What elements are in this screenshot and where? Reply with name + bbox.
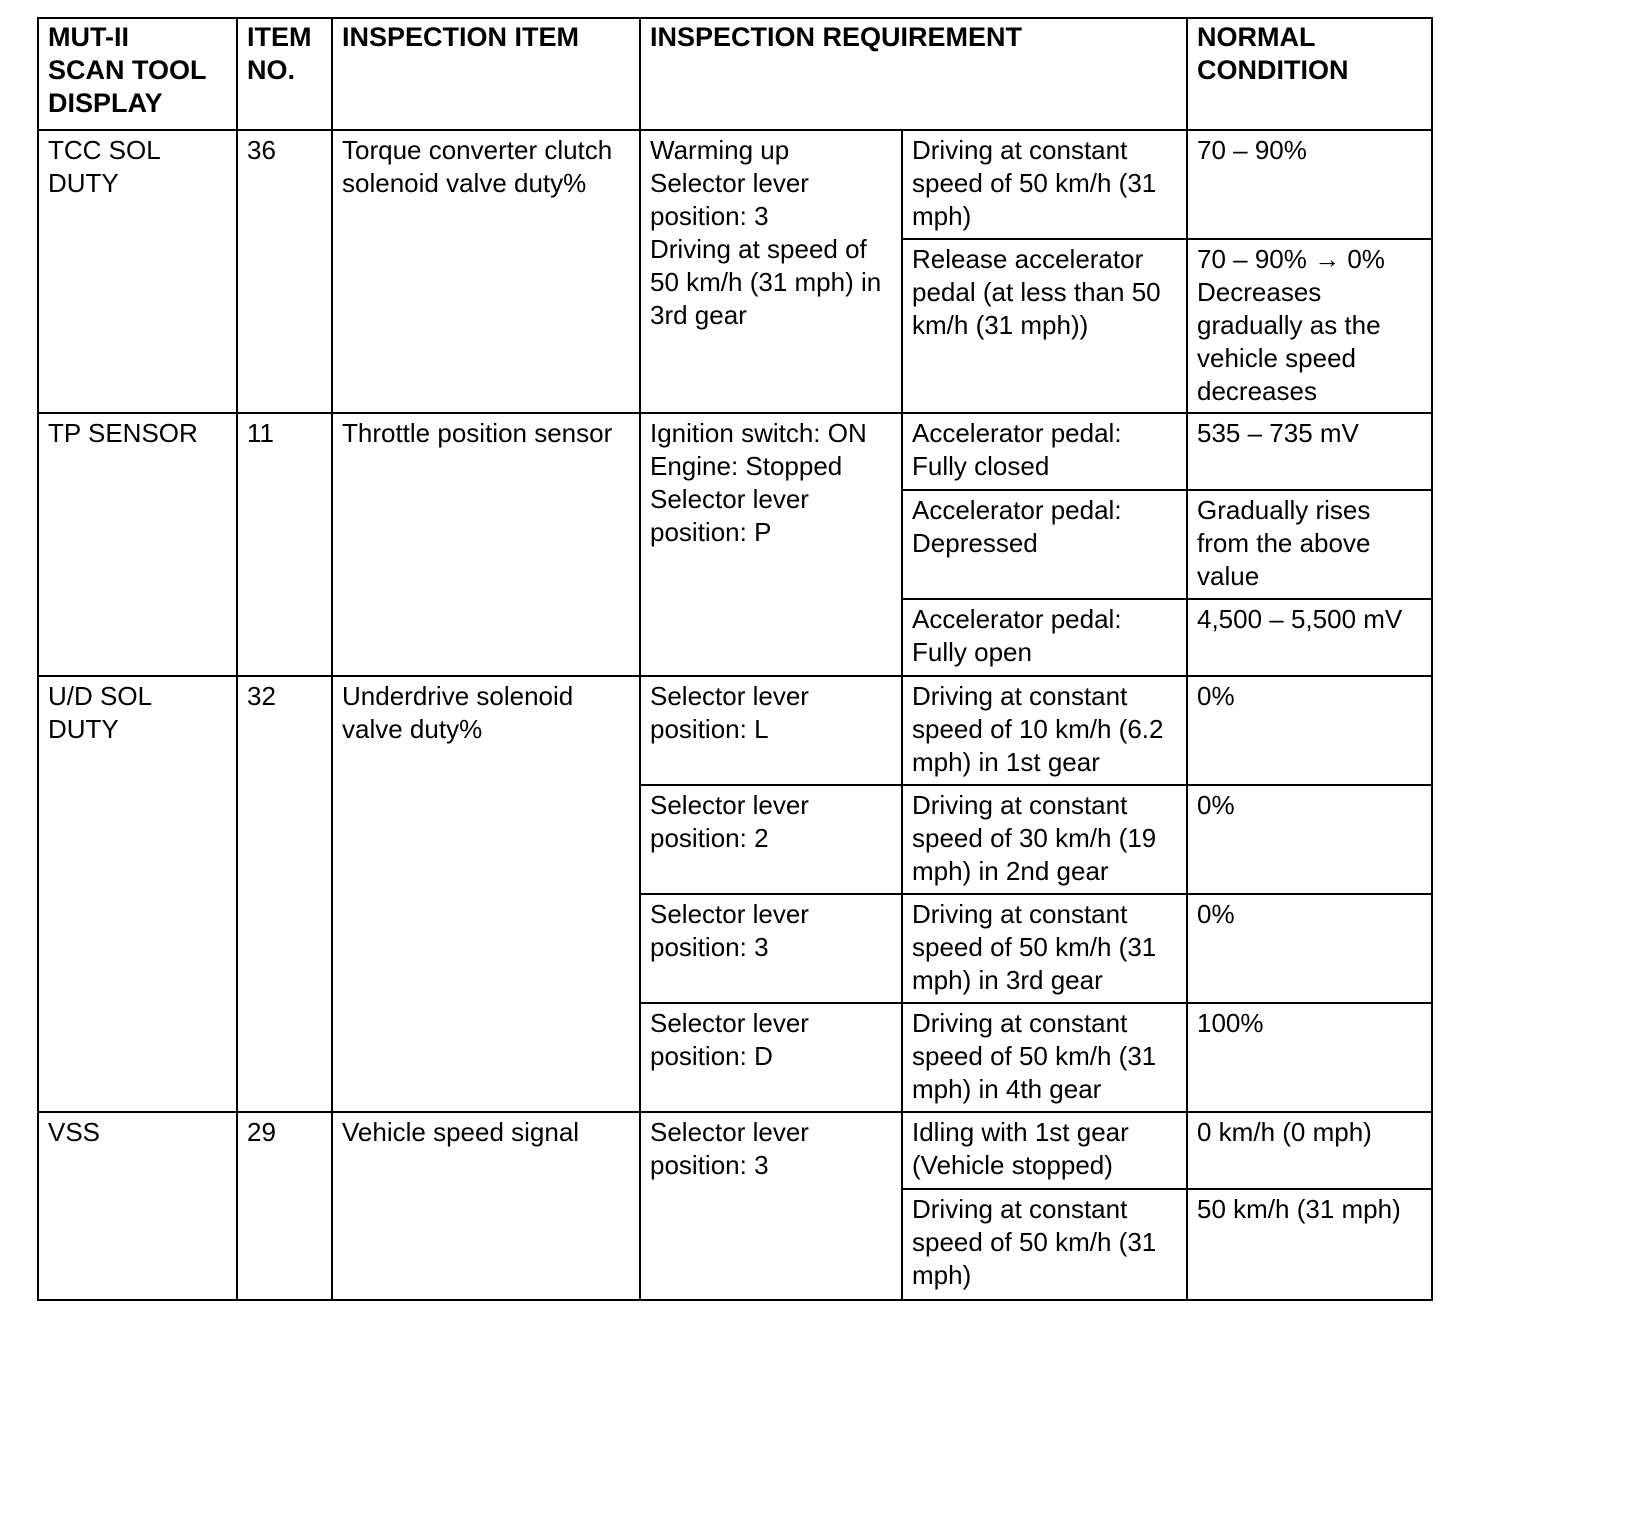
requirement-cell: Driving at constant speed of 50 km/h (31 mph) in 3rd gear (902, 894, 1187, 1003)
requirement-cell: Driving at constant speed of 30 km/h (19 mph) in 2nd gear (902, 785, 1187, 894)
normal-condition-cell: 70 – 90% (1187, 130, 1432, 239)
header-row (38, 18, 1432, 130)
table-row (38, 1112, 1432, 1189)
condition-cell: Selector lever position: 2 (640, 785, 902, 894)
requirement-cell: Accelerator pedal: Depressed (902, 490, 1187, 599)
normal-condition-cell: 70 – 90% → 0% Decreases gradually as the vehicle speed decreases (1187, 239, 1432, 413)
normal-condition-cell: 100% (1187, 1003, 1432, 1112)
requirement-cell: Driving at constant speed of 50 km/h (31 mph) (902, 130, 1187, 239)
condition-cell: Ignition switch: ON Engine: Stopped Selector lever position: P (640, 413, 902, 676)
normal-condition-cell: 50 km/h (31 mph) (1187, 1189, 1432, 1300)
table-row (38, 676, 1432, 785)
requirement-cell: Accelerator pedal: Fully closed (902, 413, 1187, 490)
requirement-cell: Idling with 1st gear (Vehicle stopped) (902, 1112, 1187, 1189)
requirement-cell: Release accelerator pedal (at less than 50 km/h (31 mph)) (902, 239, 1187, 413)
inspection-item-cell: Throttle position sensor (332, 413, 640, 676)
condition-cell: Selector lever position: D (640, 1003, 902, 1112)
display-cell: TCC SOL DUTY (38, 130, 237, 413)
header-inspection-item: INSPECTION ITEM (332, 18, 640, 130)
normal-condition-cell: 535 – 735 mV (1187, 413, 1432, 490)
requirement-cell: Driving at constant speed of 50 km/h (31 mph) in 4th gear (902, 1003, 1187, 1112)
normal-condition-cell: 0% (1187, 676, 1432, 785)
item-no-cell: 36 (237, 130, 332, 413)
header-normal-condition: NORMAL CONDITION (1187, 18, 1432, 130)
normal-condition-cell: Gradually rises from the above value (1187, 490, 1432, 599)
requirement-cell: Accelerator pedal: Fully open (902, 599, 1187, 676)
header-display: MUT-II SCAN TOOL DISPLAY (38, 18, 237, 130)
condition-cell: Warming up Selector lever position: 3 Driving at speed of 50 km/h (31 mph) in 3rd gear (640, 130, 902, 413)
inspection-table (37, 17, 1433, 1301)
display-cell: VSS (38, 1112, 237, 1300)
normal-condition-cell: 0% (1187, 894, 1432, 1003)
requirement-cell: Driving at constant speed of 50 km/h (31 mph) (902, 1189, 1187, 1300)
header-item-no: ITEM NO. (237, 18, 332, 130)
condition-cell: Selector lever position: 3 (640, 1112, 902, 1300)
table-row (38, 130, 1432, 239)
requirement-cell: Driving at constant speed of 10 km/h (6.2 mph) in 1st gear (902, 676, 1187, 785)
inspection-item-cell: Torque converter clutch solenoid valve duty% (332, 130, 640, 413)
normal-condition-cell: 0 km/h (0 mph) (1187, 1112, 1432, 1189)
normal-condition-cell: 0% (1187, 785, 1432, 894)
inspection-item-cell: Underdrive solenoid valve duty% (332, 676, 640, 1112)
display-cell: U/D SOL DUTY (38, 676, 237, 1112)
normal-condition-cell: 4,500 – 5,500 mV (1187, 599, 1432, 676)
item-no-cell: 11 (237, 413, 332, 676)
header-requirement: INSPECTION REQUIREMENT (640, 18, 1187, 130)
table-row (38, 413, 1432, 490)
display-cell: TP SENSOR (38, 413, 237, 676)
condition-cell: Selector lever position: 3 (640, 894, 902, 1003)
inspection-item-cell: Vehicle speed signal (332, 1112, 640, 1300)
item-no-cell: 29 (237, 1112, 332, 1300)
condition-cell: Selector lever position: L (640, 676, 902, 785)
item-no-cell: 32 (237, 676, 332, 1112)
